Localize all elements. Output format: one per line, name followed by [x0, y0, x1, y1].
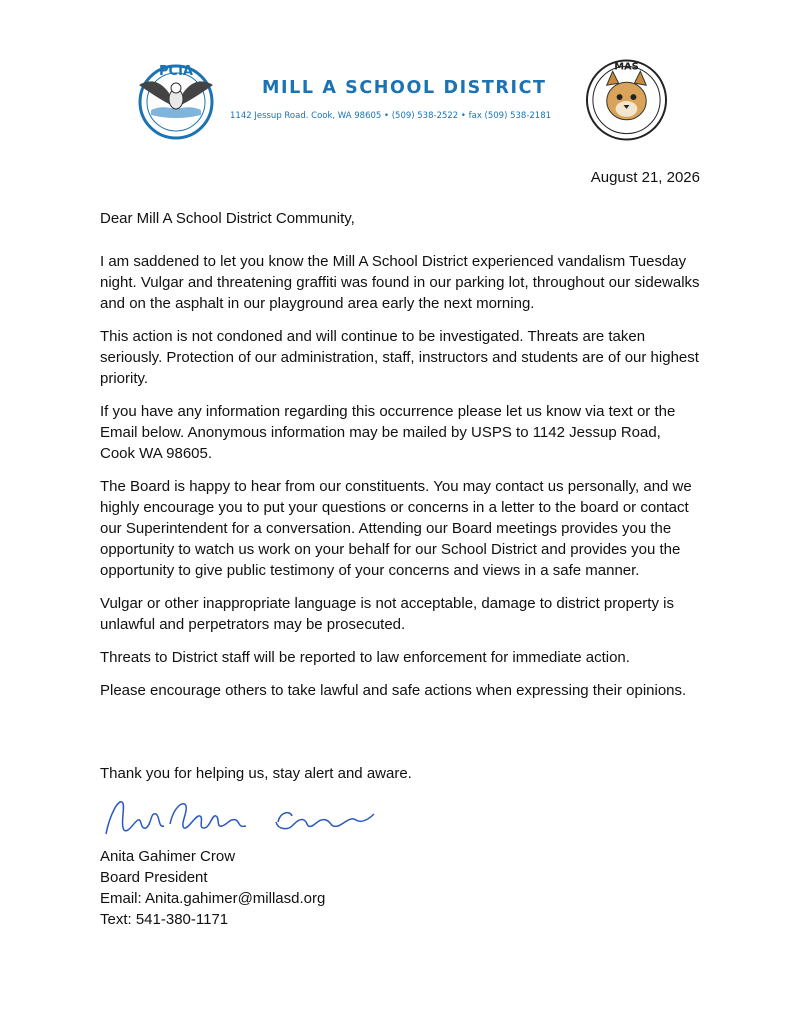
handwritten-signature — [100, 794, 380, 842]
district-name: MILL A SCHOOL DISTRICT — [262, 78, 547, 98]
closing-line: Thank you for helping us, stay alert and aware. — [100, 765, 412, 782]
mas-logo-text: MAS — [614, 61, 639, 73]
signature-block — [100, 846, 325, 930]
salutation: Dear Mill A School District Community, — [100, 210, 355, 227]
signer-email: Email: Anita.gahimer@millasd.org — [100, 890, 326, 907]
letter-body — [100, 251, 700, 713]
mas-logo — [585, 55, 668, 145]
pcia-logo-text: PCIA — [159, 64, 193, 79]
district-address: 1142 Jessup Road. Cook, WA 98605 • (509) 538-2522 • fax (509) 538-2181 — [230, 111, 552, 121]
body-paragraph: The Board is happy to hear from our constituents. You may contact us personally, and we highly encourage you to put your questions or concerns in a letter to the board or contact our Superintendent for a conversation. Attending our Board meetings provides you the opportunity to watch us work on your behalf for our School District and provides you the opportunity to give public testimony of your concerns and views in a safe manner. — [100, 478, 692, 579]
body-paragraph: Please encourage others to take lawful and safe actions when expressing their opinions. — [100, 682, 687, 699]
body-paragraph: I am saddened to let you know the Mill A School District experienced vandalism Tuesday night. Vulgar and threatening graffiti was found in our parking lot, throughout our sidewalks and on the asphalt in our playground area early the next morning. — [100, 253, 700, 312]
body-paragraph: This action is not condoned and will continue to be investigated. Threats are taken seriously. Protection of our administration, staff, instructors and students are of our highest priority. — [100, 328, 699, 387]
body-paragraph: If you have any information regarding this occurrence please let us know via text or the Email below. Anonymous information may be mailed by USPS to 1142 Jessup Road, Cook WA 98605. — [100, 403, 676, 462]
body-paragraph: Vulgar or other inappropriate language is not acceptable, damage to district property is unlawful and perpetrators may be prosecuted. — [100, 595, 674, 633]
body-paragraph: Threats to District staff will be reported to law enforcement for immediate action. — [100, 649, 630, 666]
pcia-logo — [131, 55, 221, 145]
signer-title: Board President — [100, 869, 208, 886]
letter-date: August 21, 2026 — [590, 169, 700, 186]
signer-name: Anita Gahimer Crow — [100, 848, 236, 865]
signer-phone: Text: 541-380-1171 — [100, 911, 229, 928]
